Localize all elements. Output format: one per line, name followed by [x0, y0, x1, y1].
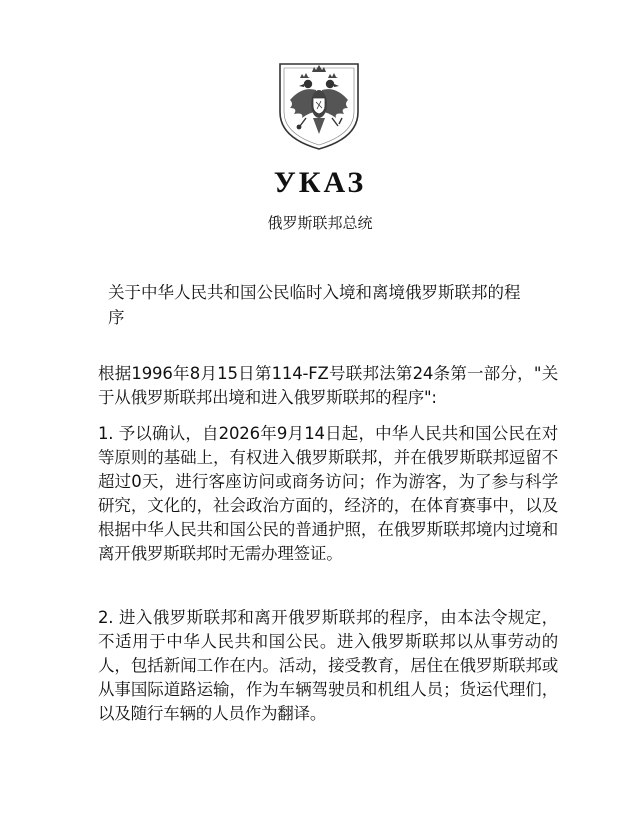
paragraph-1: 1. 予以确认，自2026年9月14日起，中华人民共和国公民在对等原则的基础上，有权进入俄罗斯联邦，并在俄罗斯联邦逗留不超过0天，进行客座访问或商务访问；作为游客，为了参与科学研究，文化的，社会政治方面的，经济的，在体育赛事中，以及根据中华人民共和国公民的普通护照，在俄罗斯联邦境内过境和离开俄罗斯联邦时无需办理签证。: [98, 424, 558, 563]
paragraph-2: 2. 进入俄罗斯联邦和离开俄罗斯联邦的程序，由本法令规定，不适用于中华人民共和国公民。进入俄罗斯联邦以从事劳动的人，包括新闻工作在内。活动，接受教育，居住在俄罗斯联邦或从事国际道路运输，作为车辆驾驶员和机组人员；货运代理们，以及随行车辆的人员作为翻译。: [98, 608, 558, 723]
decree-subject: 关于中华人民共和国公民临时入境和离境俄罗斯联邦的程序: [108, 283, 521, 327]
decree-title: УКАЗ: [273, 166, 367, 199]
intro-paragraph: 根据1996年8月15日第114-FZ号联邦法第24条第一部分，"关于从俄罗斯联邦出境和进入俄罗斯联邦的程序":: [98, 364, 558, 407]
russian-coat-of-arms-icon: [276, 60, 362, 152]
issuer-name: 俄罗斯联邦总统: [267, 214, 373, 232]
